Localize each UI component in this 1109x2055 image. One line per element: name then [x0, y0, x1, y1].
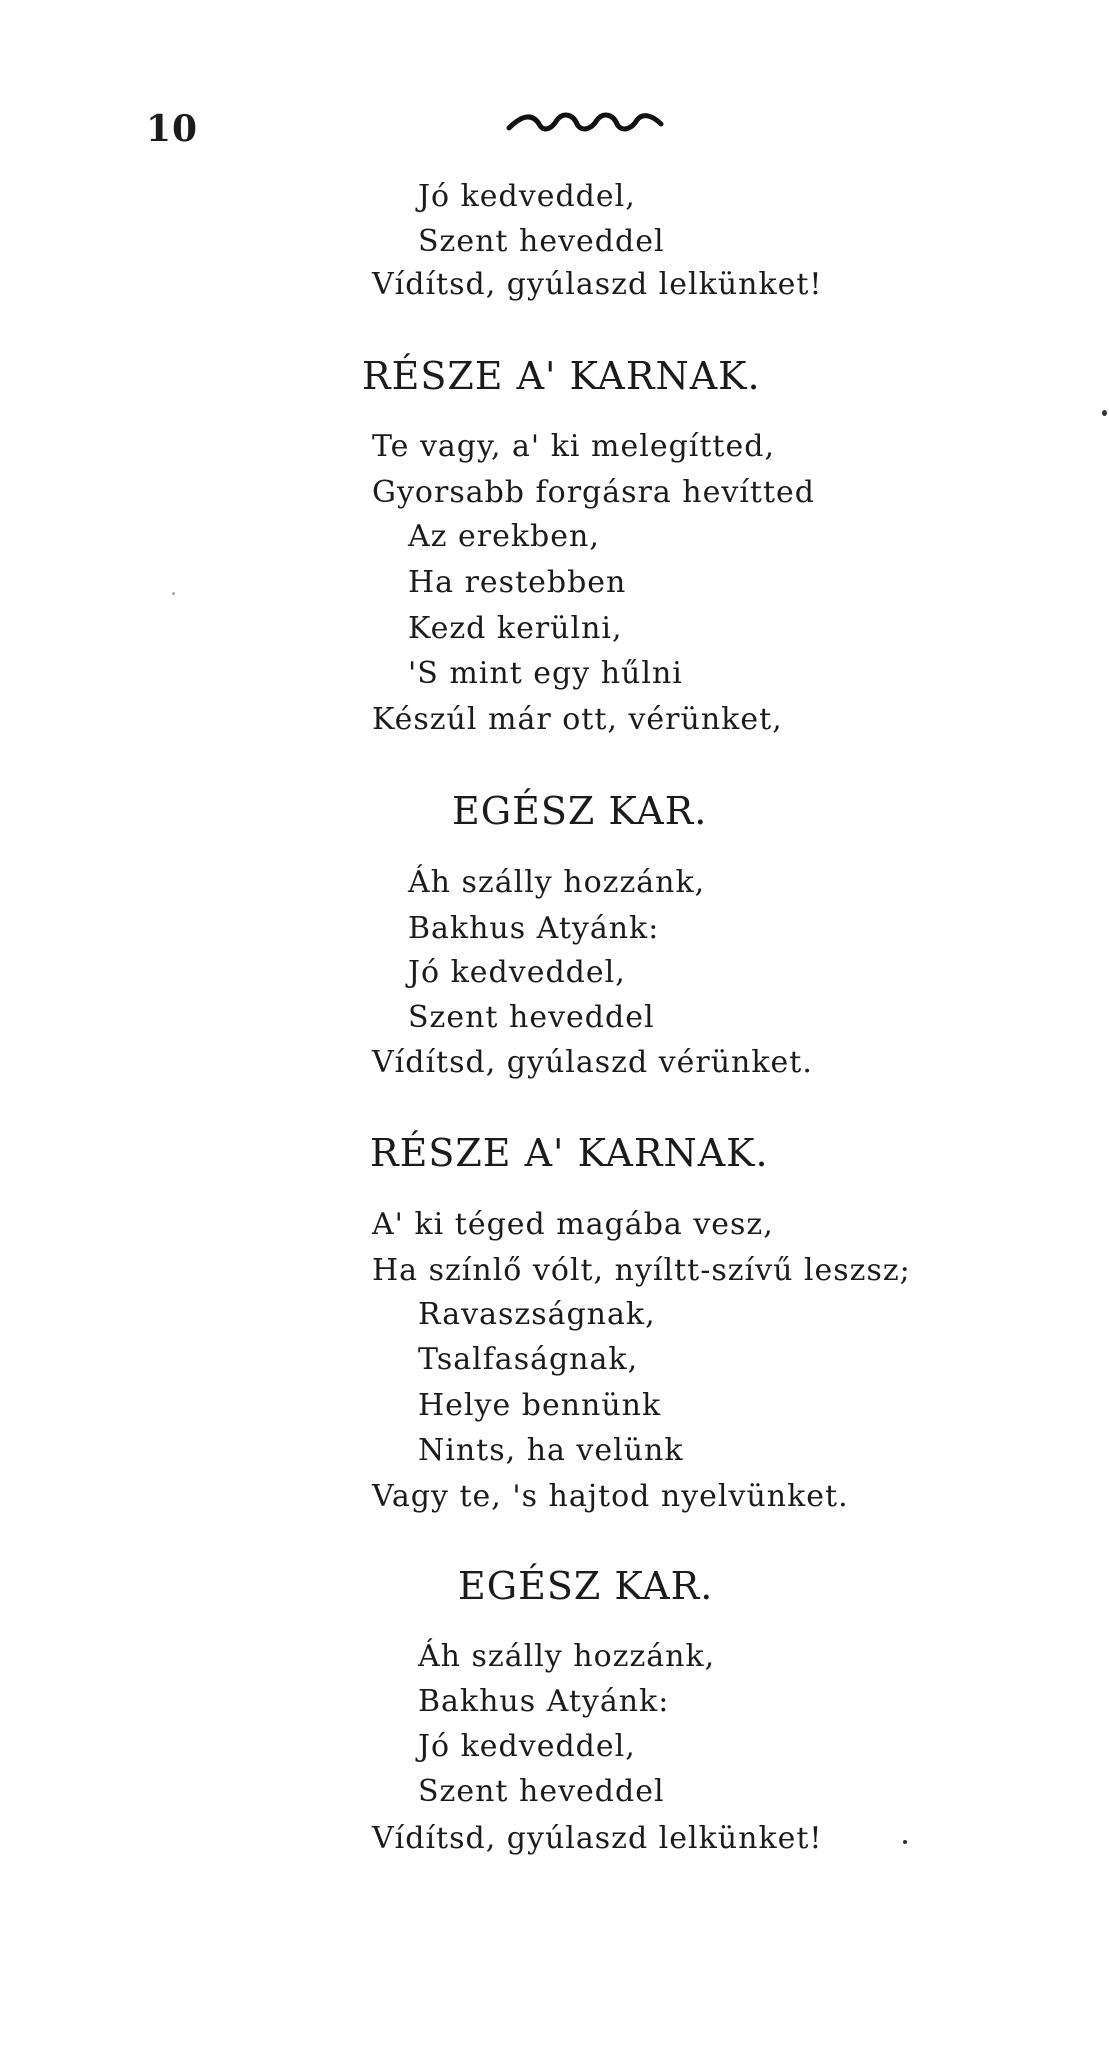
verse-line: Ha restebben	[408, 565, 627, 600]
verse-line: Jó kedveddel,	[408, 955, 626, 990]
verse-line: Ha színlő vólt, nyíltt-szívű leszsz;	[372, 1253, 911, 1288]
page-number: 10	[146, 108, 199, 150]
verse-line: 'S mint egy hűlni	[408, 656, 683, 691]
flourish-ornament	[505, 110, 665, 136]
verse-line: Áh szálly hozzánk,	[408, 865, 706, 900]
verse-line: Ravaszságnak,	[418, 1297, 656, 1332]
verse-line: Az erekben,	[408, 519, 600, 554]
verse-line: Szent heveddel	[418, 1774, 665, 1809]
verse-line: Szent heveddel	[418, 224, 665, 259]
verse-line: Helye bennünk	[418, 1388, 662, 1423]
section-heading: RÉSZE A' KARNAK.	[362, 354, 761, 398]
verse-line: Te vagy, a' ki melegítted,	[372, 429, 775, 464]
verse-line: Tsalfaságnak,	[418, 1342, 639, 1377]
verse-line: Áh szálly hozzánk,	[418, 1639, 716, 1674]
print-speck	[903, 1840, 907, 1844]
print-speck	[172, 592, 175, 595]
verse-line: Készúl már ott, vérünket,	[372, 702, 783, 737]
verse-line: Vagy te, 's hajtod nyelvünket.	[372, 1479, 849, 1514]
section-heading: EGÉSZ KAR.	[452, 789, 708, 833]
verse-line: Jó kedveddel,	[418, 179, 636, 214]
verse-line: Szent heveddel	[408, 1000, 655, 1035]
verse-line: Nints, ha velünk	[418, 1433, 684, 1468]
verse-line: Vídítsd, gyúlaszd lelkünket!	[372, 267, 823, 302]
print-speck	[1102, 410, 1107, 416]
verse-line: Bakhus Atyánk:	[418, 1684, 670, 1719]
verse-line: Jó kedveddel,	[418, 1729, 636, 1764]
verse-line: Gyorsabb forgásra hevítted	[372, 475, 815, 510]
section-heading: EGÉSZ KAR.	[458, 1564, 714, 1608]
verse-line: Vídítsd, gyúlaszd vérünket.	[372, 1045, 813, 1080]
verse-line: Vídítsd, gyúlaszd lelkünket!	[372, 1821, 823, 1856]
verse-line: Bakhus Atyánk:	[408, 911, 660, 946]
verse-line: A' ki téged magába vesz,	[372, 1207, 774, 1242]
section-heading: RÉSZE A' KARNAK.	[370, 1131, 769, 1175]
verse-line: Kezd kerülni,	[408, 611, 623, 646]
